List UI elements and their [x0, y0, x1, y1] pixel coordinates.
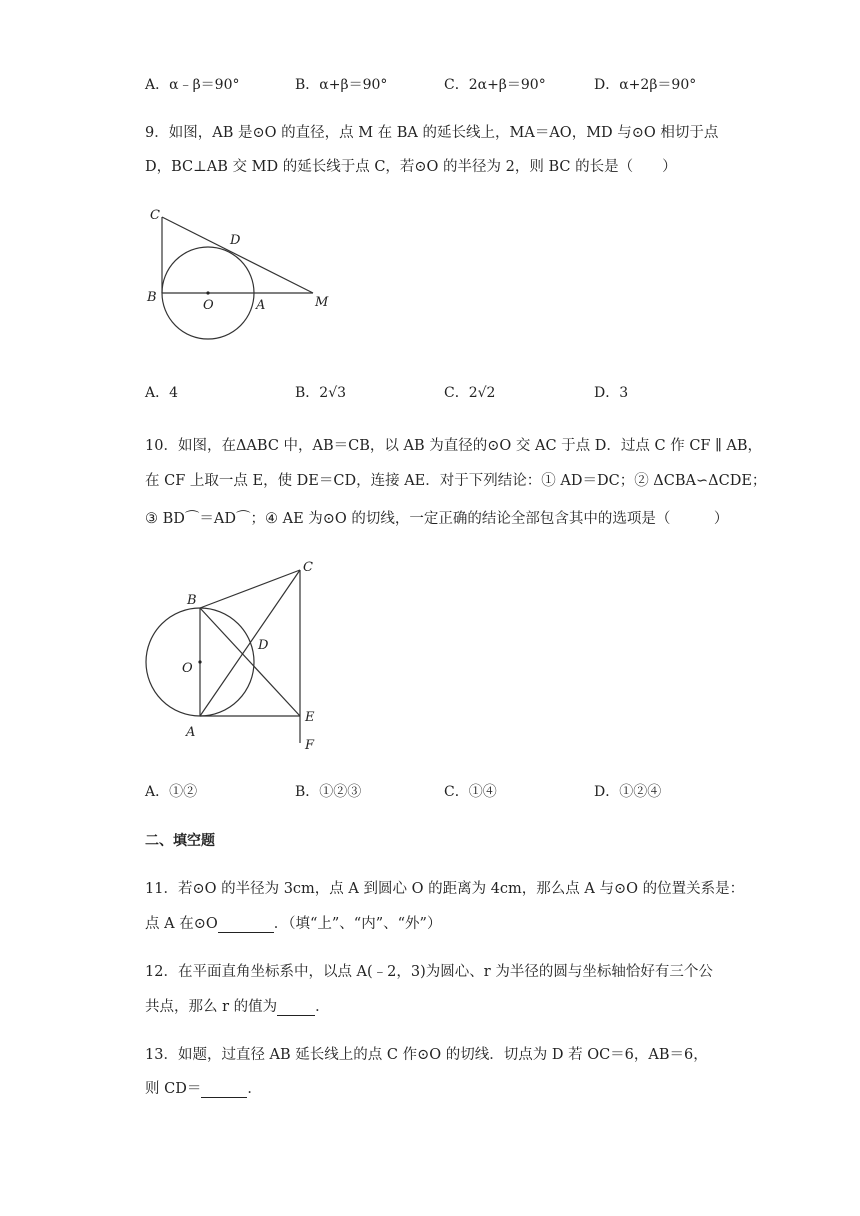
q9-text-line2: D，BC⊥AB 交 MD 的延长线于点 C，若⊙O 的半径为 2，则 BC 的长是（ ）	[145, 159, 677, 175]
q12-line2-pre: 共点，那么 r 的值为	[145, 999, 278, 1015]
q13-text-line2	[145, 1077, 262, 1098]
q9-line-cm	[162, 217, 313, 293]
q10-option-a: A．①②	[145, 784, 198, 800]
q10-point-o	[198, 660, 201, 663]
q8-option-a: A．α﹣β＝90°	[145, 77, 240, 93]
q9-option-d: D．3	[594, 385, 629, 401]
q9-option-a: A．4	[145, 385, 179, 401]
q11-line2-post: ．（填“上”、“内”、“外”）	[273, 916, 442, 932]
q9-label-c: C	[150, 208, 160, 223]
q13-text-line1: 13．如题，过直径 AB 延长线上的点 C 作⊙O 的切线．切点为 D 若 OC＝6，AB＝6，	[145, 1047, 708, 1063]
q13-answer-blank[interactable]	[201, 1081, 247, 1098]
q13-line2-pre: 则 CD＝	[145, 1081, 202, 1097]
q12-text-line1: 12．在平面直角坐标系中，以点 A(﹣2，3)为圆心、r 为半径的圆与坐标轴恰好有三个公	[145, 964, 713, 980]
q12-answer-blank[interactable]	[277, 999, 315, 1016]
q13-line2-post: ．	[247, 1081, 262, 1097]
q10-text-line3: ③ BD⌒＝AD⌒；④ AE 为⊙O 的切线，一定正确的结论全部包含其中的选项是（ ）	[145, 511, 729, 527]
q10-line-bc	[200, 570, 300, 608]
q11-text-line2	[145, 912, 441, 933]
q10-figure	[140, 555, 330, 760]
q12-line2-post: ．	[315, 999, 330, 1015]
q8-option-b: B．α+β＝90°	[295, 77, 388, 93]
q10-option-c: C．①④	[444, 784, 497, 800]
q9-label-b: B	[147, 290, 157, 305]
q10-line-bd	[200, 608, 300, 716]
q10-label-a: A	[186, 725, 196, 740]
q10-label-e: E	[305, 710, 315, 725]
q10-label-b: B	[187, 593, 197, 608]
q10-text-line1: 10．如图，在ΔABC 中，AB＝CB，以 AB 为直径的⊙O 交 AC 于点 D．过点 C 作 CF ∥ AB，	[145, 438, 763, 454]
section-title-fill-in: 二、填空题	[145, 833, 215, 849]
q8-option-c: C．2α+β＝90°	[444, 77, 546, 93]
q9-label-a: A	[256, 298, 266, 313]
q9-figure	[140, 200, 340, 345]
q9-point-o	[206, 291, 209, 294]
q11-text-line1: 11．若⊙O 的半径为 3cm，点 A 到圆心 O 的距离为 4cm，那么点 A 与⊙O 的位置关系是：	[145, 881, 745, 897]
q9-text-line1: 9．如图，AB 是⊙O 的直径，点 M 在 BA 的延长线上，MA＝AO，MD 与⊙O 相切于点	[145, 125, 719, 141]
q8-option-d: D．α+2β＝90°	[594, 77, 697, 93]
q9-option-c: C．2√2	[444, 385, 496, 401]
q9-option-b: B．2√3	[295, 385, 347, 401]
q10-option-b: B．①②③	[295, 784, 362, 800]
q9-label-d: D	[230, 233, 241, 248]
q10-line-ac	[200, 570, 300, 716]
q10-label-f: F	[305, 738, 315, 753]
q12-text-line2	[145, 995, 330, 1016]
q10-option-d: D．①②④	[594, 784, 662, 800]
q10-label-c: C	[303, 560, 313, 575]
q9-label-m: M	[315, 295, 329, 310]
q9-label-o: O	[203, 298, 214, 313]
q10-text-line2: 在 CF 上取一点 E，使 DE＝CD，连接 AE．对于下列结论：① AD＝DC；② ΔCBA∽ΔCDE；	[145, 473, 767, 489]
q10-label-d: D	[258, 638, 269, 653]
q10-label-o: O	[182, 661, 193, 676]
q11-line2-pre: 点 A 在⊙O	[145, 916, 218, 932]
q11-answer-blank[interactable]	[218, 916, 274, 933]
